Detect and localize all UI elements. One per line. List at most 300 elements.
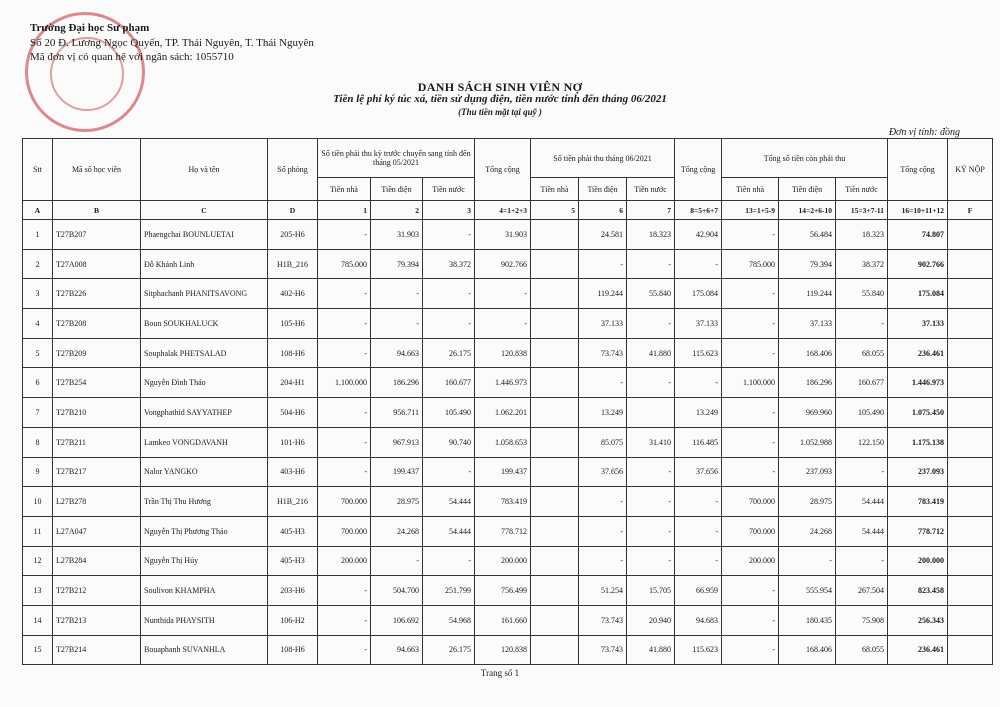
col-sign: KÝ NỘP	[948, 139, 993, 201]
table-cell: -	[627, 457, 675, 487]
table-cell: 15.705	[627, 576, 675, 606]
table-cell: -	[318, 457, 371, 487]
index-cell: 16=10+11+12	[888, 201, 948, 220]
col-student-id: Mã số học viên	[53, 139, 141, 201]
table-cell: -	[675, 546, 722, 576]
table-cell: Boun SOUKHALUCK	[141, 309, 268, 339]
table-cell: -	[318, 309, 371, 339]
table-cell: -	[579, 249, 627, 279]
table-cell: 555.954	[779, 576, 836, 606]
table-cell: 186.296	[371, 368, 423, 398]
table-cell: 160.677	[836, 368, 888, 398]
table-cell: 200.000	[888, 546, 948, 576]
index-cell: 2	[371, 201, 423, 220]
table-cell	[948, 457, 993, 487]
table-cell: T27B217	[53, 457, 141, 487]
page-number: Trang số 1	[480, 668, 520, 678]
table-cell: 11	[23, 516, 53, 546]
table-cell: 31.410	[627, 427, 675, 457]
table-cell: 1	[23, 220, 53, 250]
table-cell: 8	[23, 427, 53, 457]
table-cell: 9	[23, 457, 53, 487]
table-cell: 37.133	[675, 309, 722, 339]
table-cell: Bouaphanh SUVANHLA	[141, 635, 268, 665]
table-cell: -	[371, 309, 423, 339]
table-cell: 115.623	[675, 635, 722, 665]
table-cell: T27B254	[53, 368, 141, 398]
table-cell: 101-H6	[268, 427, 318, 457]
table-cell	[531, 338, 579, 368]
table-cell: L27A047	[53, 516, 141, 546]
table-cell: 94.663	[371, 338, 423, 368]
table-cell	[948, 249, 993, 279]
table-cell: 2	[23, 249, 53, 279]
table-cell: 106-H2	[268, 605, 318, 635]
table-cell: H1B_216	[268, 487, 318, 517]
table-cell	[531, 368, 579, 398]
table-cell: -	[627, 546, 675, 576]
table-cell: 823.458	[888, 576, 948, 606]
table-cell: 56.484	[779, 220, 836, 250]
table-cell	[531, 249, 579, 279]
index-cell: 14=2+6-10	[779, 201, 836, 220]
table-cell: -	[318, 398, 371, 428]
group-previous: Số tiền phải thu kỳ trước chuyển sang tính đến tháng 05/2021	[318, 139, 475, 178]
table-cell: 15	[23, 635, 53, 665]
table-cell: 783.419	[475, 487, 531, 517]
table-cell: 28.975	[779, 487, 836, 517]
table-row	[23, 576, 993, 606]
table-row	[23, 279, 993, 309]
school-address: Số 20 Đ. Lương Ngọc Quyến, TP. Thái Nguyên, T. Thái Nguyên	[30, 37, 314, 49]
table-cell: 1.100.000	[722, 368, 779, 398]
table-cell: 203-H6	[268, 576, 318, 606]
table-cell: 12	[23, 546, 53, 576]
table-cell: 122.150	[836, 427, 888, 457]
table-cell: 1.175.138	[888, 427, 948, 457]
table-cell: T27B211	[53, 427, 141, 457]
table-cell: T27B209	[53, 338, 141, 368]
table-cell: Nguyễn Đình Thảo	[141, 368, 268, 398]
table-cell: 785.000	[722, 249, 779, 279]
table-cell	[531, 546, 579, 576]
table-cell: L27B284	[53, 546, 141, 576]
table-cell	[948, 546, 993, 576]
table-cell: -	[318, 635, 371, 665]
table-cell: 115.623	[675, 338, 722, 368]
index-cell: 15=3+7-11	[836, 201, 888, 220]
table-cell: 73.743	[579, 635, 627, 665]
table-cell: 700.000	[318, 487, 371, 517]
table-cell: 120.838	[475, 635, 531, 665]
table-cell: Đỗ Khánh Linh	[141, 249, 268, 279]
table-cell: -	[675, 249, 722, 279]
table-cell: 168.406	[779, 635, 836, 665]
table-cell	[531, 427, 579, 457]
table-cell: -	[722, 427, 779, 457]
table-cell: 161.660	[475, 605, 531, 635]
table-cell: Nguyễn Thị Hủy	[141, 546, 268, 576]
index-cell: 8=5+6+7	[675, 201, 722, 220]
table-cell: Souphalak PHETSALAD	[141, 338, 268, 368]
table-cell: -	[722, 457, 779, 487]
table-row	[23, 516, 993, 546]
table-cell: 200.000	[318, 546, 371, 576]
table-cell: 168.406	[779, 338, 836, 368]
table-cell: 5	[23, 338, 53, 368]
table-cell: -	[627, 249, 675, 279]
table-cell: 26.175	[423, 338, 475, 368]
index-row	[23, 201, 993, 220]
table-cell: 105-H6	[268, 309, 318, 339]
table-cell	[948, 279, 993, 309]
table-cell: Nalor YANGKO	[141, 457, 268, 487]
table-cell: -	[836, 457, 888, 487]
table-cell: -	[371, 546, 423, 576]
index-cell: 6	[579, 201, 627, 220]
table-cell: 403-H6	[268, 457, 318, 487]
table-cell: 105.490	[423, 398, 475, 428]
table-cell: L27B278	[53, 487, 141, 517]
table-cell	[531, 457, 579, 487]
table-cell: 10	[23, 487, 53, 517]
table-cell: -	[579, 368, 627, 398]
table-cell: 402-H6	[268, 279, 318, 309]
table-cell: 785.000	[318, 249, 371, 279]
table-row	[23, 249, 993, 279]
col-rent: Tiền nhà	[318, 178, 371, 201]
table-cell: 79.394	[779, 249, 836, 279]
group-remaining: Tổng số tiền còn phải thu	[722, 139, 888, 178]
table-cell: 237.093	[888, 457, 948, 487]
table-cell: -	[722, 398, 779, 428]
table-cell: 41.880	[627, 635, 675, 665]
table-cell	[531, 309, 579, 339]
index-cell: 1	[318, 201, 371, 220]
table-cell: 18.323	[836, 220, 888, 250]
table-cell: 38.372	[836, 249, 888, 279]
col-water: Tiền nước	[627, 178, 675, 201]
table-row	[23, 338, 993, 368]
table-cell: 700.000	[722, 487, 779, 517]
table-cell: 1.052.988	[779, 427, 836, 457]
table-cell: 13.249	[579, 398, 627, 428]
table-cell: -	[722, 309, 779, 339]
index-cell: 13=1+5-9	[722, 201, 779, 220]
table-cell: 120.838	[475, 338, 531, 368]
table-cell: 902.766	[888, 249, 948, 279]
table-cell	[531, 576, 579, 606]
table-cell: 31.903	[371, 220, 423, 250]
table-cell: -	[722, 338, 779, 368]
table-cell: 94.683	[675, 605, 722, 635]
table-row	[23, 605, 993, 635]
table-cell: 79.394	[371, 249, 423, 279]
table-cell: 7	[23, 398, 53, 428]
table-cell: 160.677	[423, 368, 475, 398]
table-cell: Nguyễn Thị Phương Thảo	[141, 516, 268, 546]
table-cell: 199.437	[475, 457, 531, 487]
table-cell: 24.581	[579, 220, 627, 250]
table-cell: Trần Thị Thu Hương	[141, 487, 268, 517]
table-cell: 405-H3	[268, 516, 318, 546]
table-cell: -	[318, 605, 371, 635]
table-cell: H1B_216	[268, 249, 318, 279]
table-cell: -	[627, 516, 675, 546]
table-cell: -	[318, 576, 371, 606]
table-row	[23, 546, 993, 576]
unit-label: Đơn vị tính: đồng	[888, 127, 960, 138]
table-cell: 31.903	[475, 220, 531, 250]
table-cell: -	[627, 309, 675, 339]
table-cell: 41.880	[627, 338, 675, 368]
table-row	[23, 220, 993, 250]
table-cell: 175.084	[888, 279, 948, 309]
table-cell: 199.437	[371, 457, 423, 487]
col-total-1: Tổng cộng	[475, 139, 531, 201]
index-cell: A	[23, 201, 53, 220]
document-title: DANH SÁCH SINH VIÊN NỢ	[417, 80, 583, 94]
table-row	[23, 427, 993, 457]
table-cell: Sitphachanh PHANITSAVONG	[141, 279, 268, 309]
table-cell: 55.840	[627, 279, 675, 309]
table-cell	[948, 427, 993, 457]
table-cell: 68.055	[836, 635, 888, 665]
table-cell: 24.268	[779, 516, 836, 546]
col-full-name: Họ và tên	[141, 139, 268, 201]
table-cell: -	[318, 279, 371, 309]
table-cell: 54.968	[423, 605, 475, 635]
table-cell	[627, 398, 675, 428]
table-cell: 37.656	[579, 457, 627, 487]
table-cell: -	[722, 576, 779, 606]
table-cell: 504-H6	[268, 398, 318, 428]
table-cell: -	[318, 427, 371, 457]
table-cell: 3	[23, 279, 53, 309]
table-cell: 700.000	[318, 516, 371, 546]
table-cell: 236.461	[888, 338, 948, 368]
table-cell: 119.244	[779, 279, 836, 309]
index-cell: 4=1+2+3	[475, 201, 531, 220]
table-cell: 186.296	[779, 368, 836, 398]
table-cell: 251.799	[423, 576, 475, 606]
col-stt: Stt	[23, 139, 53, 201]
table-cell: 105.490	[836, 398, 888, 428]
table-cell: 24.268	[371, 516, 423, 546]
col-water: Tiền nước	[423, 178, 475, 201]
col-electric: Tiền điện	[779, 178, 836, 201]
table-cell: 1.058.653	[475, 427, 531, 457]
table-cell: 4	[23, 309, 53, 339]
table-cell	[531, 398, 579, 428]
table-cell: 54.444	[836, 487, 888, 517]
col-rent: Tiền nhà	[531, 178, 579, 201]
table-cell: 37.133	[779, 309, 836, 339]
table-cell: T27B207	[53, 220, 141, 250]
table-cell: -	[371, 279, 423, 309]
table-cell: T27B210	[53, 398, 141, 428]
col-water: Tiền nước	[836, 178, 888, 201]
table-cell: -	[627, 487, 675, 517]
table-cell: -	[423, 457, 475, 487]
table-cell: 783.419	[888, 487, 948, 517]
budget-code: Mã đơn vị có quan hệ với ngân sách: 1055710	[30, 51, 234, 63]
table-cell: 54.444	[423, 487, 475, 517]
table-cell	[531, 279, 579, 309]
table-cell: 13	[23, 576, 53, 606]
table-cell: 405-H3	[268, 546, 318, 576]
table-cell: 68.055	[836, 338, 888, 368]
table-cell: 18.323	[627, 220, 675, 250]
table-cell: 200.000	[475, 546, 531, 576]
table-cell: Soulivon KHAMPHA	[141, 576, 268, 606]
table-cell	[948, 487, 993, 517]
table-cell: 54.444	[423, 516, 475, 546]
table-cell: 1.075.450	[888, 398, 948, 428]
index-cell: C	[141, 201, 268, 220]
table-cell	[531, 487, 579, 517]
table-cell: -	[423, 220, 475, 250]
table-cell: 504.700	[371, 576, 423, 606]
index-cell: B	[53, 201, 141, 220]
table-cell: 778.712	[888, 516, 948, 546]
table-cell: 85.075	[579, 427, 627, 457]
table-cell: -	[722, 220, 779, 250]
table-cell: -	[836, 546, 888, 576]
table-cell: -	[475, 279, 531, 309]
table-row	[23, 457, 993, 487]
table-cell	[948, 338, 993, 368]
table-cell	[948, 368, 993, 398]
table-cell: -	[423, 546, 475, 576]
table-cell: 1.100.000	[318, 368, 371, 398]
table-cell: 94.663	[371, 635, 423, 665]
table-cell: 756.499	[475, 576, 531, 606]
table-cell: T27B208	[53, 309, 141, 339]
col-total-3: Tổng cộng	[888, 139, 948, 201]
table-row	[23, 398, 993, 428]
col-electric: Tiền điện	[579, 178, 627, 201]
document-subtitle: Tiền lệ phí ký túc xá, tiền sử dụng điện, tiền nước tính đến tháng 06/2021	[333, 93, 667, 105]
table-row	[23, 368, 993, 398]
table-cell: 967.913	[371, 427, 423, 457]
table-cell: 106.692	[371, 605, 423, 635]
index-cell: 3	[423, 201, 475, 220]
table-cell: Lamkeo VONGDAVANH	[141, 427, 268, 457]
table-cell: 1.446.973	[475, 368, 531, 398]
table-cell: -	[675, 368, 722, 398]
table-cell: 37.133	[888, 309, 948, 339]
table-cell: 236.461	[888, 635, 948, 665]
table-cell: 969.960	[779, 398, 836, 428]
table-cell: -	[475, 309, 531, 339]
table-cell: -	[627, 368, 675, 398]
table-cell: 200.000	[722, 546, 779, 576]
table-cell: -	[675, 516, 722, 546]
table-cell: 37.133	[579, 309, 627, 339]
table-cell: 74.807	[888, 220, 948, 250]
table-cell	[531, 220, 579, 250]
table-cell: -	[579, 546, 627, 576]
table-cell: 778.712	[475, 516, 531, 546]
index-cell: D	[268, 201, 318, 220]
table-cell: -	[722, 635, 779, 665]
col-total-2: Tổng cộng	[675, 139, 722, 201]
group-june: Số tiền phải thu tháng 06/2021	[531, 139, 675, 178]
table-cell: -	[579, 516, 627, 546]
table-cell: 37.656	[675, 457, 722, 487]
table-cell	[531, 635, 579, 665]
table-cell: 55.840	[836, 279, 888, 309]
table-row	[23, 635, 993, 665]
table-row	[23, 487, 993, 517]
table-cell: 28.975	[371, 487, 423, 517]
table-cell: -	[675, 487, 722, 517]
table-cell: 90.740	[423, 427, 475, 457]
table-cell	[948, 605, 993, 635]
table-cell	[531, 605, 579, 635]
table-cell	[948, 220, 993, 250]
table-cell: 38.372	[423, 249, 475, 279]
table-cell: 204-H1	[268, 368, 318, 398]
table-cell: -	[423, 309, 475, 339]
table-cell: 700.000	[722, 516, 779, 546]
table-cell: 108-H6	[268, 338, 318, 368]
table-cell: T27A008	[53, 249, 141, 279]
table-cell: T27B212	[53, 576, 141, 606]
index-cell: 7	[627, 201, 675, 220]
table-cell: 66.959	[675, 576, 722, 606]
table-cell: -	[722, 605, 779, 635]
table-cell: 54.444	[836, 516, 888, 546]
table-cell: 13.249	[675, 398, 722, 428]
table-cell: 205-H6	[268, 220, 318, 250]
table-cell	[948, 309, 993, 339]
table-cell: 902.766	[475, 249, 531, 279]
school-name: Trường Đại học Sư phạm	[30, 22, 150, 34]
table-cell: T27B213	[53, 605, 141, 635]
table-cell: 180.435	[779, 605, 836, 635]
table-cell: -	[836, 309, 888, 339]
table-cell	[948, 516, 993, 546]
table-cell: 956.711	[371, 398, 423, 428]
table-cell: -	[779, 546, 836, 576]
index-cell: 5	[531, 201, 579, 220]
table-cell: -	[318, 338, 371, 368]
table-cell: 20.940	[627, 605, 675, 635]
table-cell	[948, 635, 993, 665]
table-cell: Vongphathid SAYYATHEP	[141, 398, 268, 428]
index-cell: F	[948, 201, 993, 220]
table-cell: 116.485	[675, 427, 722, 457]
col-room: Số phòng	[268, 139, 318, 201]
table-cell: 108-H6	[268, 635, 318, 665]
table-row	[23, 309, 993, 339]
debt-table	[22, 138, 993, 665]
table-cell: -	[579, 487, 627, 517]
table-cell: 73.743	[579, 338, 627, 368]
table-cell: T27B214	[53, 635, 141, 665]
table-cell: -	[722, 279, 779, 309]
table-cell: Nunthida PHAYSITH	[141, 605, 268, 635]
table-cell	[531, 516, 579, 546]
table-cell: 267.504	[836, 576, 888, 606]
col-rent: Tiền nhà	[722, 178, 779, 201]
table-cell: 119.244	[579, 279, 627, 309]
table-cell: Phaengchai BOUNLUETAI	[141, 220, 268, 250]
col-electric: Tiền điện	[371, 178, 423, 201]
table-body	[23, 201, 993, 665]
